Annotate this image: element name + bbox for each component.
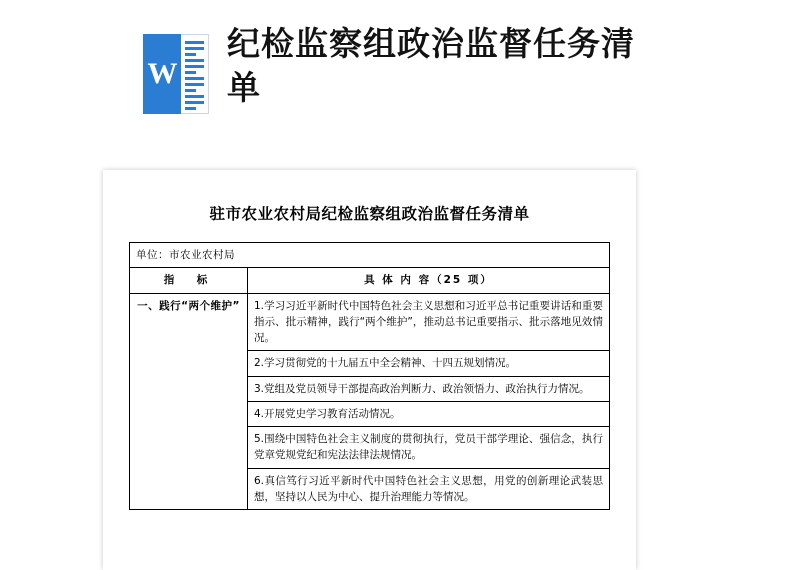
table-row-unit (130, 243, 610, 268)
list-item: 5.围绕中国特色社会主义制度的贯彻执行，党员干部学理论、强信念，执行党章党规党纪和宪法法律法规情况。 (248, 427, 610, 469)
list-item: 1.学习习近平新时代中国特色社会主义思想和习近平总书记重要讲话和重要指示、批示精神，践行“两个维护”，推动总书记重要指示、批示落地见效情况。 (248, 293, 610, 351)
group-label: 一、践行“两个维护” (130, 293, 248, 510)
table-title: 驻市农业农村局纪检监察组政治监督任务清单 (209, 205, 530, 223)
document-header (0, 18, 800, 133)
table-header-row (130, 268, 610, 293)
table-row (130, 293, 610, 351)
list-item: 3.党组及党员领导干部提高政治判断力、政治领悟力、政治执行力情况。 (248, 376, 610, 401)
task-list-table (129, 242, 610, 510)
word-icon-badge (143, 34, 181, 114)
word-icon-letter: W (147, 57, 177, 90)
column-header-index: 指 标 (130, 268, 248, 293)
unit-label: 单位：市农业农村局 (130, 243, 610, 268)
page-title: 纪检监察组政治监督任务清单 (227, 24, 635, 107)
list-item: 4.开展党史学习教育活动情况。 (248, 401, 610, 426)
word-document-icon (143, 34, 209, 114)
list-item: 2.学习贯彻党的十九届五中全会精神、十四五规划情况。 (248, 351, 610, 376)
document-paper (103, 170, 636, 570)
list-item: 6.真信笃行习近平新时代中国特色社会主义思想，用党的创新理论武装思想，坚持以人民为中心、提升治理能力等情况。 (248, 468, 610, 510)
word-icon-lines (181, 34, 209, 114)
column-header-content: 具 体 内 容（25 项） (248, 268, 610, 293)
